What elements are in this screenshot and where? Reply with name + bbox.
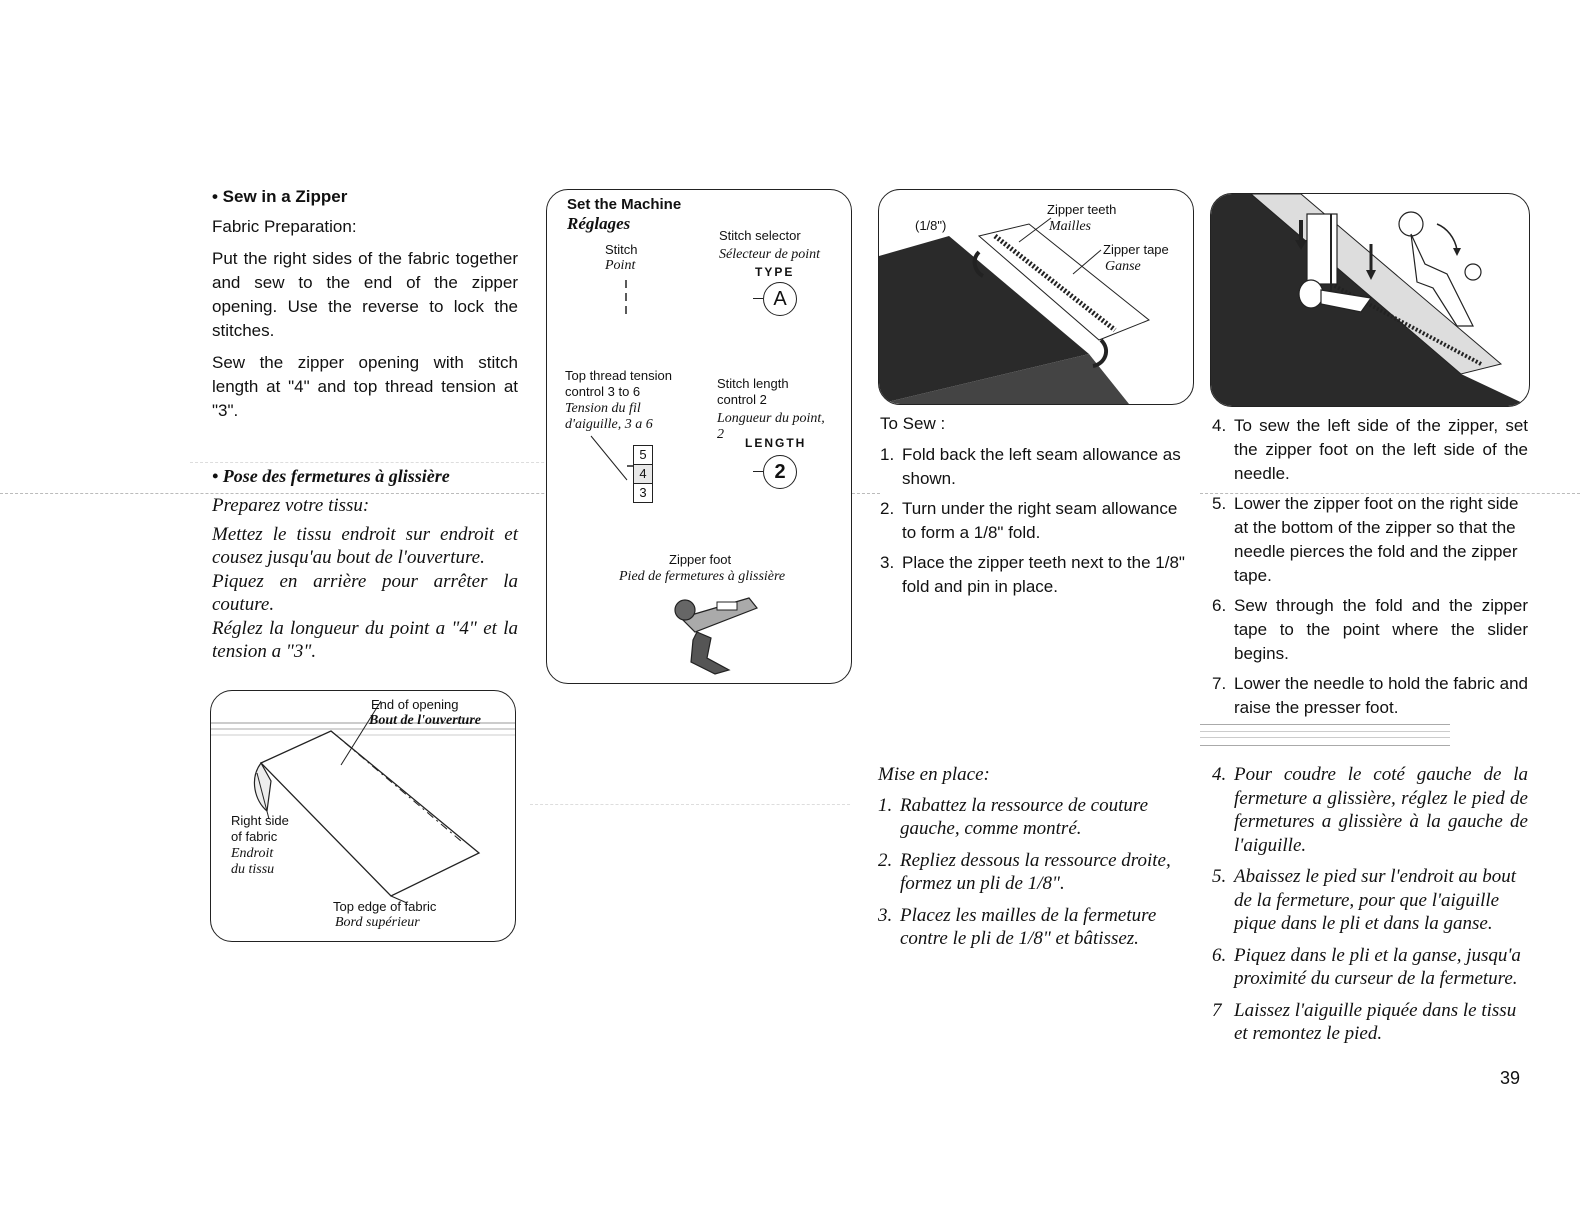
prep-paragraph-2: Sew the zipper opening with stitch length at "4" and top thread tension at "3". — [212, 353, 518, 420]
to-sew-column — [880, 412, 1192, 599]
top-edge-label: Top edge of fabric — [333, 899, 437, 914]
stitch-length-label-2: control 2 — [717, 392, 767, 407]
mise-step: 2. Repliez dessous la ressource droite, formez un pli de 1/8". — [878, 849, 1171, 894]
to-sew-steps — [880, 443, 1192, 599]
machine-settings-panel — [546, 189, 852, 684]
page-number: 39 — [1500, 1068, 1521, 1088]
sew-step-fr: 7 Laissez l'aiguille piquée dans le tissu et remontez le pied. — [1212, 999, 1517, 1044]
tension-dial-5: 5 — [633, 445, 653, 465]
zipper-figure — [878, 189, 1194, 405]
stitch-label: Stitch — [605, 242, 638, 257]
fabric-prep-label-fr: Preparez votre tissu: — [212, 495, 370, 516]
zipper-foot-icon — [667, 588, 777, 678]
sew-step: 4. To sew the left side of the zipper, set the zipper foot on the left side of the needle. — [1212, 416, 1528, 483]
sew-step-fr: 6. Piquez dans le pli et la ganse, jusqu'a proximité du curseur de la fermeture. — [1212, 944, 1521, 989]
length-dial-pointer — [753, 471, 763, 472]
to-sew-title: To Sew : — [880, 414, 946, 433]
straight-stitch-icon — [621, 280, 631, 316]
type-dial — [763, 282, 797, 316]
stitch-label-fr: Point — [605, 258, 636, 273]
scan-rule — [530, 804, 850, 805]
machine-title-fr: Réglages — [567, 214, 631, 233]
right-column-fr — [1212, 763, 1528, 1046]
to-sew-step: 1. Fold back the left seam allowance as shown. — [880, 445, 1181, 488]
prep-paragraph-fr-1: Mettez le tissu endroit sur endroit et cousez jusqu'au bout de l'ouverture. — [212, 523, 518, 568]
right-side-label-1: Right side — [231, 813, 289, 828]
zipper-foot-label-fr: Pied de fermetures à glissière — [619, 569, 786, 584]
fold-label: (1/8") — [915, 218, 947, 233]
right-column — [1212, 414, 1528, 720]
type-dial-pointer — [753, 298, 763, 299]
sew-step-fr: 4. Pour coudre le coté gauche de la fermeture a glissière, réglez le pied de fermetures a glissière à la gauche de l'aiguille. — [1212, 764, 1528, 856]
mise-step: 1. Rabattez la ressource de couture gauche, comme montré. — [878, 794, 1149, 839]
zipper-foot-figure — [1210, 193, 1530, 407]
mise-column — [878, 763, 1192, 951]
length-dial — [763, 455, 797, 489]
tension-dial-3: 3 — [633, 484, 653, 503]
left-column-fr — [212, 464, 518, 664]
tension-label-fr-1: Tension du fil — [565, 401, 641, 416]
stitch-selector-label-fr: Sélecteur de point — [719, 247, 821, 262]
right-side-label-2: of fabric — [231, 829, 278, 844]
zipper-teeth-label-fr: Mailles — [1049, 219, 1091, 234]
right-side-label-fr-2: du tissu — [231, 862, 275, 877]
stitch-selector-label: Stitch selector — [719, 228, 801, 243]
sew-step: 5. Lower the zipper foot on the right side at the bottom of the zipper so that the needle pierces the fold and the zipper tape. — [1212, 494, 1519, 585]
tension-pointer — [587, 430, 647, 490]
zipper-tape-label-fr: Ganse — [1105, 259, 1141, 274]
to-sew-step: 3. Place the zipper teeth next to the 1/8" fold and pin in place. — [880, 553, 1185, 596]
presser-foot-illustration — [1211, 194, 1529, 406]
length-dial-value: 2 — [774, 461, 786, 483]
stitch-length-label-fr-1: Longueur du point, — [717, 411, 825, 426]
zipper-foot-label: Zipper foot — [669, 552, 732, 567]
sew-step: 7. Lower the needle to hold the fabric and raise the presser foot. — [1212, 674, 1528, 717]
left-column — [212, 185, 518, 423]
machine-title: Set the Machine — [567, 196, 682, 213]
right-side-label-fr-1: Endroit — [231, 846, 274, 861]
scan-stripes — [1200, 724, 1450, 746]
end-of-opening-label-fr: Bout de l'ouverture — [369, 713, 482, 728]
tension-label-1: Top thread tension — [565, 368, 672, 383]
end-of-opening-label: End of opening — [371, 697, 459, 712]
sew-step-fr: 5. Abaissez le pied sur l'endroit au bout de la fermeture, pour que l'aiguille pique dans le pli et dans la ganse. — [1212, 866, 1517, 934]
prep-paragraph-fr-2: Piquez en arrière pour arrêter la couture. — [212, 570, 518, 615]
tension-label-fr-2: d'aiguille, 3 a 6 — [565, 417, 653, 432]
stitch-length-label-1: Stitch length — [717, 376, 789, 391]
fabric-figure — [210, 690, 516, 942]
sew-steps-fr — [1212, 763, 1528, 1046]
mise-title: Mise en place: — [878, 764, 990, 785]
sew-step: 6. Sew through the fold and the zipper tape to the point where the slider begins. — [1212, 596, 1528, 663]
fabric-prep-label: Fabric Preparation: — [212, 217, 357, 236]
mise-step: 3. Placez les mailles de la fermeture contre le pli de 1/8" et bâtissez. — [878, 904, 1157, 949]
tension-label-2: control 3 to 6 — [565, 384, 641, 399]
mise-steps — [878, 794, 1192, 951]
type-dial-value: A — [773, 288, 787, 310]
to-sew-step: 2. Turn under the right seam allowance to form a 1/8" fold. — [880, 499, 1178, 542]
prep-paragraph-fr-3: Réglez la longueur du point a "4" et la tension a "3". — [212, 617, 518, 662]
tension-dial-4: 4 — [633, 465, 653, 484]
prep-paragraph-1: Put the right sides of the fabric together and sew to the end of the zipper opening. Use the reverse to lock the stitches. — [212, 249, 518, 340]
stitch-length-label-fr-2: 2 — [717, 427, 724, 442]
top-edge-label-fr: Bord supérieur — [335, 915, 420, 930]
section-heading: • Sew in a Zipper — [212, 187, 348, 206]
zipper-tape-label: Zipper tape — [1103, 242, 1169, 257]
sew-steps — [1212, 414, 1528, 720]
section-heading-fr: • Pose des fermetures à glissière — [212, 466, 450, 486]
zipper-teeth-label: Zipper teeth — [1047, 202, 1117, 217]
type-label: TYPE — [755, 265, 795, 279]
length-label: LENGTH — [745, 436, 807, 450]
